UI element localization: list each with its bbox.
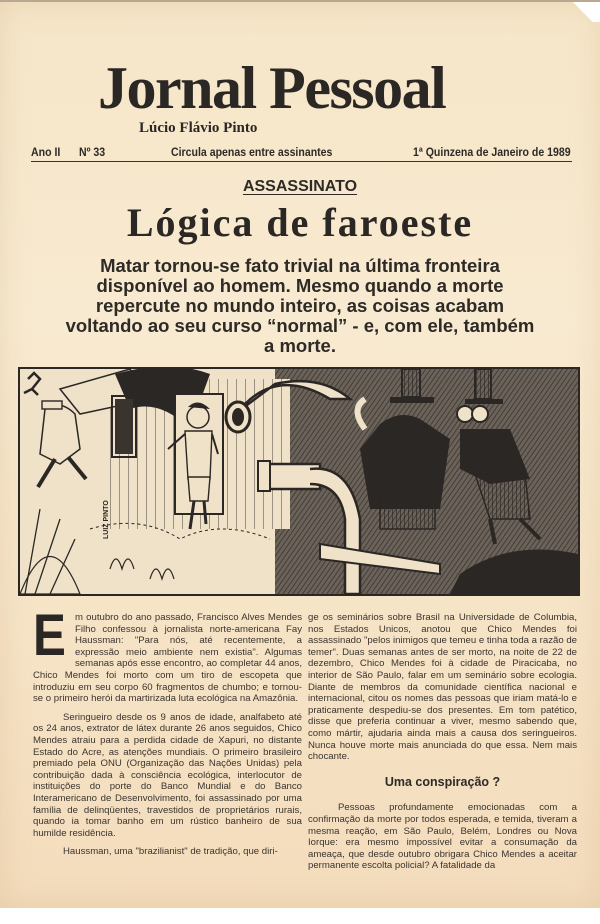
paragraph: ge os seminários sobre Brasil na Universidade de Columbia, nos Estados Unicos, anotou que Chico Mendes foi assassinado "pelos inimigos que temeu e tinha toda a razão de temer". Duas semanas antes de ser morto, na noite de 22 de dezembro, Chico Mendes foi à cidade de Piracicaba, no interior de São Paulo, falar em um seminário sobre ecologia. Diante de membros da comunidade científica nacional e internacional, citou os nomes das pessoas que iriam matá-lo e praticamente despediu-se dos presentes. Em tom patético, disse que preferia continuar a viver, mesmo sabendo que, como mártir, ajudaria ainda mais a causa dos seringueiros. Nunca houve morte mais anunciada do que essa. Nem mais chocante.	[308, 612, 578, 763]
deck-subtitle: Matar tornou-se fato trivial na última fronteira disponível ao homem. Mesmo quando a morte repercute no mundo inteiro, as coisas acabam voltando ao seu curso “normal” - e, com ele, também a morte.	[65, 255, 535, 356]
circulation-note: Circula apenas entre assinantes	[171, 145, 333, 159]
masthead-author: Lúcio Flávio Pinto	[139, 120, 258, 136]
paragraph: Seringueiro desde os 9 anos de idade, analfabeto até os 24 anos, extrator de látex durante 26 anos seguidos, Chico Mendes atraiu para a perdida cidade de Xapuri, no distante Estado do Acre, as atenções mundiais. O primeiro brasileiro premiado pela ONU (Organização das Nações Unidas) pela contribuição dada à consciência ecológica, interlocutor de instituições do porte do Banco Mundial e do Banco Interamericano de Desenvolvimento, foi assassinado por uma família de delinqüentes, travestidos de proprietários rurais, quando ia tomar banho em um rústico banheiro de sua humilde residência.	[33, 711, 302, 839]
volume-label: Ano II	[31, 145, 61, 159]
issue-date: 1ª Quinzena de Janeiro de 1989	[413, 145, 571, 159]
article-column-left	[33, 603, 302, 865]
issue-number: Nº 33	[79, 145, 106, 159]
dropcap: E	[33, 603, 66, 668]
section-subhead: Uma conspiração ?	[384, 774, 501, 789]
paragraph: Em outubro do ano passado, Francisco Alves Mendes Filho confessou à jornalista norte-americana Fay Haussman: "Para nós, até recentemente, a expressão meio ambiente nem existia". Algumas semanas após esse encontro, ao completar 44 anos, Chico Mendes foi morto com um tiro de escopeta que introduziu em seu corpo 60 fragmentos de chumbo; e tornou-se o primeiro herói da martirizada luta ecológica na Amazônia.	[33, 603, 302, 705]
paragraph: Pessoas profundamente emocionadas com a confirmação da morte por todos esperada, e temida, tiveram a mesma reação, em São Paulo, Belém, Londres ou Nova Iorque: era mesmo impossível evitar a consumação da ameaça, que desde outubro obrigara Chico Mendes a aceitar permanente escolta policial? A fatalidade da	[308, 802, 577, 872]
cartoon-illustration	[18, 367, 580, 596]
article-column-right	[308, 612, 577, 879]
artist-signature: LUIZ PINTO	[103, 500, 110, 539]
headline: Lógica de faroeste	[126, 200, 474, 245]
section-kicker: ASSASSINATO	[242, 178, 358, 195]
paragraph: Haussman, uma "brazilianist" de tradição, que diri-	[63, 846, 278, 858]
illustration-drawing	[20, 369, 578, 594]
dateline-bar	[31, 143, 572, 162]
masthead-title: Jornal Pessoal	[98, 55, 446, 121]
